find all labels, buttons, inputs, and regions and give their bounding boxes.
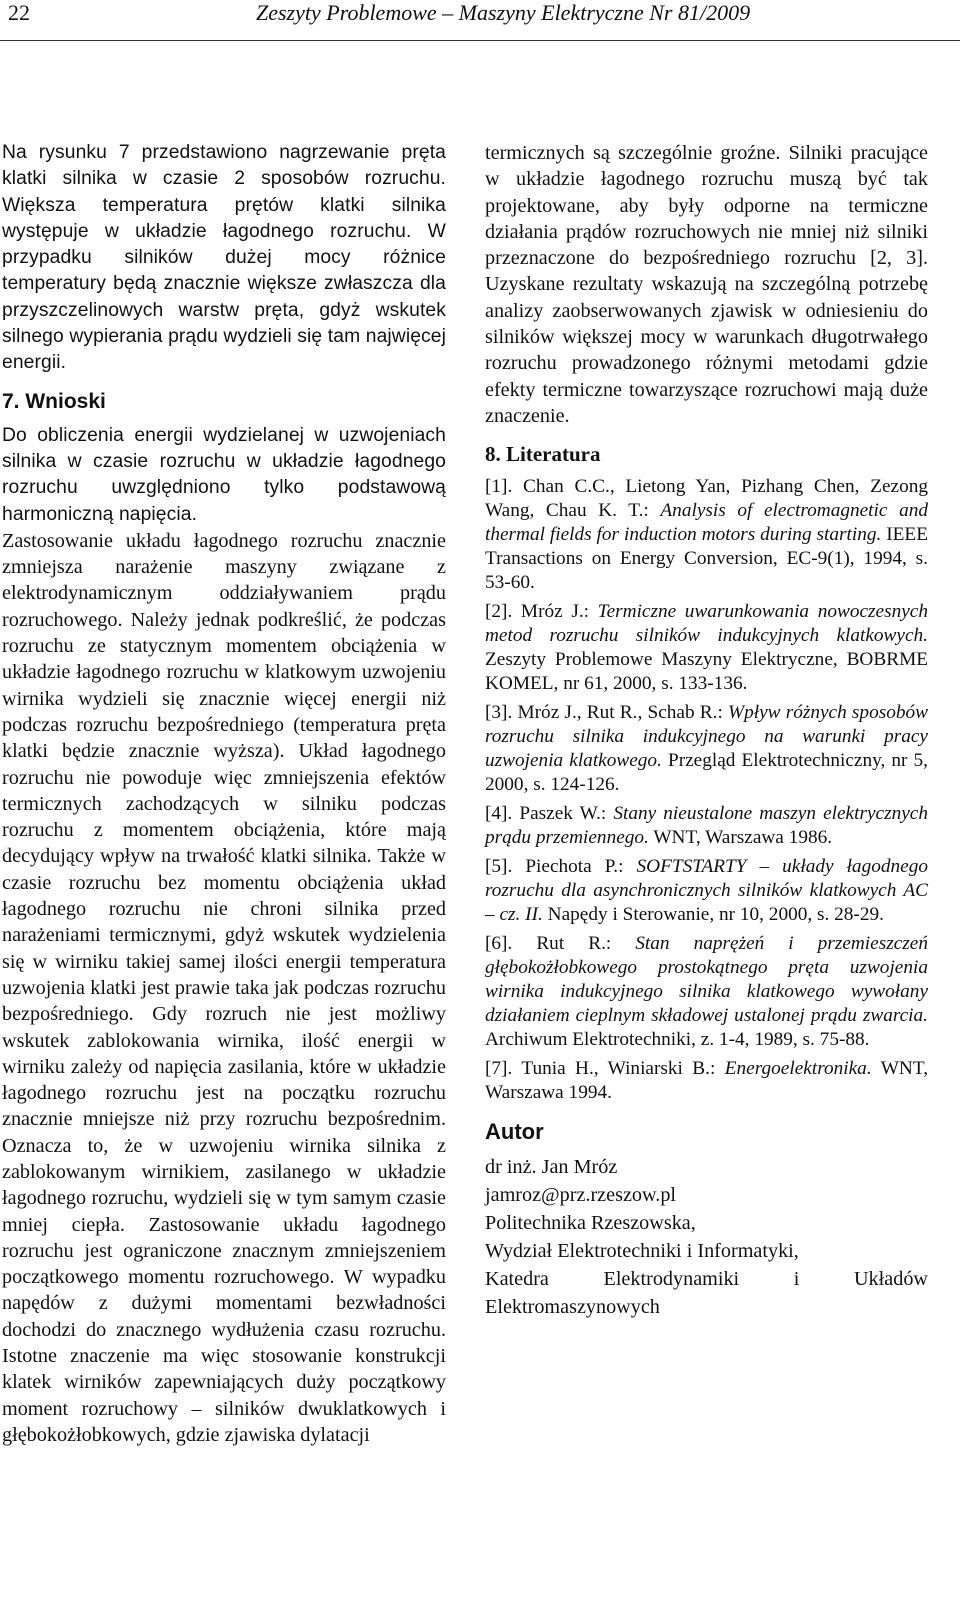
paragraph-continuation: termicznych są szczególnie groźne. Silniki pracujące w układzie łagodnego rozruchu muszą być tak projektowane, aby były odporne na termiczne działania prądów rozruchowych nie mniej niż silniki przeznaczone do bezpośredniego rozruchu [2, 3]. Uzyskane rezultaty wskazują na szczególną potrzebę analizy zaobserwowanych zjawisk w odniesieniu do silników większej mocy w warunkach długotrwałego rozruchu prowadzonego różnymi metodami gdzie efekty termiczne towarzyszące rozruchowi mają duże znaczenie. xyxy=(485,142,928,427)
reference-title: Stan naprężeń i przemieszczeń głębokożłobkowego prostokątnego pręta uzwojenia wirnika indukcyjnego silnika klatkowego wywołany działaniem cieplnym składowej ustalonej prądu zwarcia. xyxy=(485,933,928,1027)
reference-title: Energoelektronika. xyxy=(724,1058,872,1080)
section-heading-author: Autor xyxy=(485,1119,544,1145)
author-email: jamroz@prz.rzeszow.pl xyxy=(485,1184,677,1207)
reference-source: WNT, Warszawa 1986. xyxy=(653,827,833,849)
reference-source: IEEE Transactions on Energy Conversion, EC-9(1), 1994, s. 53-60. xyxy=(485,524,928,594)
reference-item xyxy=(485,600,928,696)
author-university: Politechnika Rzeszowska, xyxy=(485,1212,696,1235)
reference-source: Zeszyty Problemowe Maszyny Elektryczne, BOBRME KOMEL, nr 61, 2000, s. 133-136. xyxy=(485,649,928,695)
paragraph-figure7: Na rysunku 7 przedstawiono nagrzewanie pręta klatki silnika w czasie 2 sposobów rozruchu. Większa temperatura prętów klatki silnika występuje w układzie łagodnego rozruchu. W przypadku silników dużej mocy różnice temperatury będą znacznie większe zwłaszcza dla przyszczelinowych warstw pręta, gdyż wskutek silnego wypierania prądu wydzieli się tam najwięcej energii. xyxy=(2,142,446,374)
paragraph-conclusions-2: Zastosowanie układu łagodnego rozruchu znacznie zmniejsza narażenie maszyny związane z elektrodynamicznym oddziaływaniem prądu rozruchowego. Należy jednak podkreślić, że podczas rozruchu ze statycznym momentem obciążenia w układzie łagodnego rozruchu w klatkowym uzwojeniu wirnika wydzieli się znacznie więcej energii niż podczas rozruchu bezpośredniego (temperatura pręta klatki będzie znacznie wyższa). Układ łagodnego rozruchu nie powoduje więc zmniejszenia efektów termicznych zachodzących w silniku podczas rozruchu z momentem obciążenia, które mają decydujący wpływ na trwałość klatki silnika. Także w czasie rozruchu bez momentu obciążenia układ łagodnego rozruchu nie chroni silnika przed narażeniami termicznymi, gdyż wskutek wydzielenia się w wirniku takiej samej ilości energii temperatura uzwojenia klatki jest prawie taka jak podczas rozruchu bezpośredniego. Gdy rozruch nie jest możliwy wskutek zablokowania wirnika, ilość energii w wirniku zależy od napięcia zasilania, które w układzie łagodnego rozruchu jest na początku rozruchu znacznie mniejsze niż przy rozruchu bezpośrednim. Oznacza to, że w uzwojeniu wirnika silnika z zablokowanym wirnikiem, zasilanego w układzie łagodnego rozruchu, wydzieli się w tym samym czasie mniej ciepła. Zastosowanie układu łagodnego rozruchu jest ograniczone znacznym zmniejszeniem początkowego momentu rozruchowego. W wypadku napędów z dużymi momentami bezwładności dochodzi do znacznego wydłużenia czasu rozruchu. Istotne znaczenie ma więc stosowanie konstrukcji klatek wirników zapewniających duży początkowy moment rozruchowy – silników dwuklatkowych i głębokożłobkowych, gdzie zjawiska dylatacji xyxy=(2,529,446,1446)
section-heading-literature: 8. Literatura xyxy=(485,442,601,467)
reference-item xyxy=(485,802,928,850)
reference-authors: [3]. Mróz J., Rut R., Schab R.: xyxy=(485,702,723,724)
reference-authors: [4]. Paszek W.: xyxy=(485,803,607,825)
running-title: Zeszyty Problemowe – Maszyny Elektryczne Nr 81/2009 xyxy=(256,0,751,25)
reference-authors: [2]. Mróz J.: xyxy=(485,601,589,623)
reference-title: Termiczne uwarunkowania nowoczesnych metod rozruchu silników indukcyjnych klatkowych. xyxy=(485,601,928,647)
reference-source: Archiwum Elektrotechniki, z. 1-4, 1989, s. 75-88. xyxy=(485,1029,870,1051)
reference-item xyxy=(485,475,928,595)
reference-authors: [6]. Rut R.: xyxy=(485,933,612,955)
section-heading-conclusions: 7. Wnioski xyxy=(2,389,106,413)
reference-source: Napędy i Sterowanie, nr 10, 2000, s. 28-29. xyxy=(547,904,884,926)
author-department: Katedra Elektrodynamiki i Układów Elektromaszynowych xyxy=(485,1268,928,1319)
reference-title: Analysis of electromagnetic and thermal fields for induction motors during starting. xyxy=(485,500,928,546)
reference-title: SOFTSTARTY – układy łagodnego rozruchu dla asynchronicznych silników klatkowych AC – cz. II. xyxy=(485,856,928,926)
reference-title: Stany nieustalone maszyn elektrycznych prądu przemiennego. xyxy=(485,803,928,849)
right-column xyxy=(485,140,928,1321)
author-name: dr inż. Jan Mróz xyxy=(485,1156,618,1179)
left-column xyxy=(2,140,446,1448)
page-number: 22 xyxy=(8,0,30,25)
author-faculty: Wydział Elektrotechniki i Informatyki, xyxy=(485,1240,799,1263)
reference-item xyxy=(485,701,928,797)
reference-source: Przegląd Elektrotechniczny, nr 5, 2000, s. 124-126. xyxy=(485,750,928,796)
reference-item xyxy=(485,855,928,927)
reference-title: Wpływ różnych sposobów rozruchu silnika indukcyjnego na warunki pracy uzwojenia klatkowego. xyxy=(485,702,928,772)
paragraph-conclusions-1: Do obliczenia energii wydzielanej w uzwojeniach silnika w czasie rozruchu w układzie łagodnego rozruchu uwzględniono tylko podstawową harmoniczną napięcia. xyxy=(2,424,446,525)
reference-authors: [1]. Chan C.C., Lietong Yan, Pizhang Chen, Zezong Wang, Chau K. T.: xyxy=(485,476,928,522)
header-rule xyxy=(0,40,960,41)
reference-item xyxy=(485,932,928,1052)
reference-item xyxy=(485,1057,928,1105)
page-header xyxy=(0,0,960,44)
reference-source: WNT, Warszawa 1994. xyxy=(485,1058,929,1104)
reference-authors: [5]. Piechota P.: xyxy=(485,856,624,878)
reference-authors: [7]. Tunia H., Winiarski B.: xyxy=(485,1058,716,1080)
